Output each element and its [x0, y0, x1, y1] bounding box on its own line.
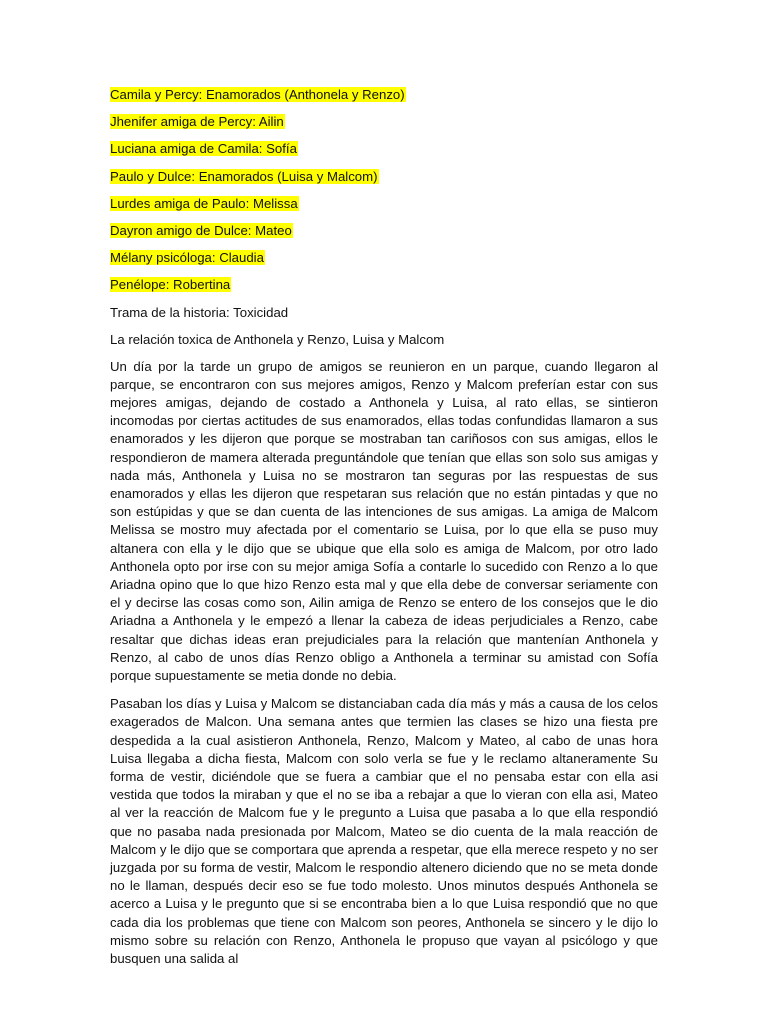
story-paragraph: Un día por la tarde un grupo de amigos se reunieron en un parque, cuando llegaron al parque, se encontraron con sus mejores amigos, Renzo y Malcom preferían estar con sus mejores amigas, dejando de costado a Anthonela y Luisa, al rato ellas, se sintieron incomodas por ciertas actitudes de sus enamorados, ellas todas confundidas llamaron a sus enamorados y les dijeron que porque se mostraban tan cariñosos con sus amigas, ellos le respondieron de mamera alterada preguntándole que tenían que ellas son solo sus amigas y nada más, Anthonela y Luisa no se mostraron tan seguras por las respuestas de sus enamorados y ellas les dijeron que respetaran sus relación que no están pintadas y que no son estúpidas y que se dan cuenta de las intenciones de sus amigas. La amiga de Malcom Melissa se mostro muy afectada por el comentario se Luisa, por lo que ella se puso muy altanera con ella y le dijo que se ubique que ella solo es amiga de Malcom, por otro lado Anthonela opto por irse con su mejor amiga Sofía a contarle lo sucedido con Renzo a lo que Ariadna opino que lo que hizo Renzo esta mal y que ella debe de conversar seriamente con el y decirse las cosas como son, Ailin amiga de Renzo se entero de los consejos que le dio Ariadna a Anthonela y le empezó a llenar la cabeza de ideas perjudiciales a Renzo, cabe resaltar que dichas ideas eran prejudiciales para la relación que mantenían Anthonela y Renzo, al cabo de unos días Renzo obligo a Anthonela a terminar su amistad con Sofía porque supuestamente se metia donde no debia.	[110, 358, 658, 683]
highlighted-text: Dayron amigo de Dulce: Mateo	[110, 222, 292, 238]
highlighted-text: Lurdes amiga de Paulo: Melissa	[110, 195, 298, 211]
character-line	[110, 195, 658, 212]
highlighted-text: Mélany psicóloga: Claudia	[110, 250, 264, 266]
story-subtitle: La relación toxica de Anthonela y Renzo, Luisa y Malcom	[110, 331, 445, 347]
character-line	[110, 113, 658, 130]
highlighted-text: Camila y Percy: Enamorados (Anthonela y Renzo)	[110, 87, 405, 102]
highlighted-text: Luciana amiga de Camila: Sofía	[110, 141, 297, 157]
character-line	[110, 86, 658, 103]
character-line	[110, 276, 658, 293]
story-paragraph: Pasaban los días y Luisa y Malcom se distanciaban cada día más y más a causa de los celos exagerados de Malcon. Una semana antes que termien las clases se hizo una fiesta pre despedida a la cual asistieron Anthonela, Renzo, Malcom y Mateo, al cabo de unas hora Luisa llegaba a dicha fiesta, Malcom con solo verla se fue y le reclamo altaneramente Su forma de vestir, diciéndole que se fuera a cambiar que el no pensaba estar con ella asi vestida que todos la miraban y que el no se iba a rebajar a que lo vieran con ella asi, Mateo al ver la reacción de Malcom fue y le pregunto a Luisa que pasaba a lo que ella respondió que no pasaba nada presionada por Malcom, Mateo se dio cuenta de la mala reacción de Malcom y le dijo que se comportara que aprenda a respetar, que ella merece respeto y no ser juzgada por su forma de vestir, Malcom le respondio altenero diciendo que no se meta donde no le llaman, después decir eso se fue todo molesto. Unos minutos después Anthonela se acerco a Luisa y le pregunto que si se encontraba bien a lo que Luisa respondió que no que cada dia los problemas que tiene con Malcom son peores, Anthonela se sincero y le dijo lo mismo sobre su relación con Renzo, Anthonela le propuso que vayan al psicólogo y que busquen una salida al	[110, 696, 658, 966]
document-page	[110, 86, 658, 978]
character-line	[110, 249, 658, 266]
character-list	[110, 86, 658, 293]
highlighted-text: Paulo y Dulce: Enamorados (Luisa y Malcom)	[110, 168, 378, 184]
character-line	[110, 168, 658, 185]
plot-line: Trama de la historia: Toxicidad	[110, 304, 289, 320]
character-line	[110, 140, 658, 157]
character-line	[110, 222, 658, 239]
highlighted-text: Jhenifer amiga de Percy: Ailin	[110, 114, 284, 130]
highlighted-text: Penélope: Robertina	[110, 277, 231, 293]
